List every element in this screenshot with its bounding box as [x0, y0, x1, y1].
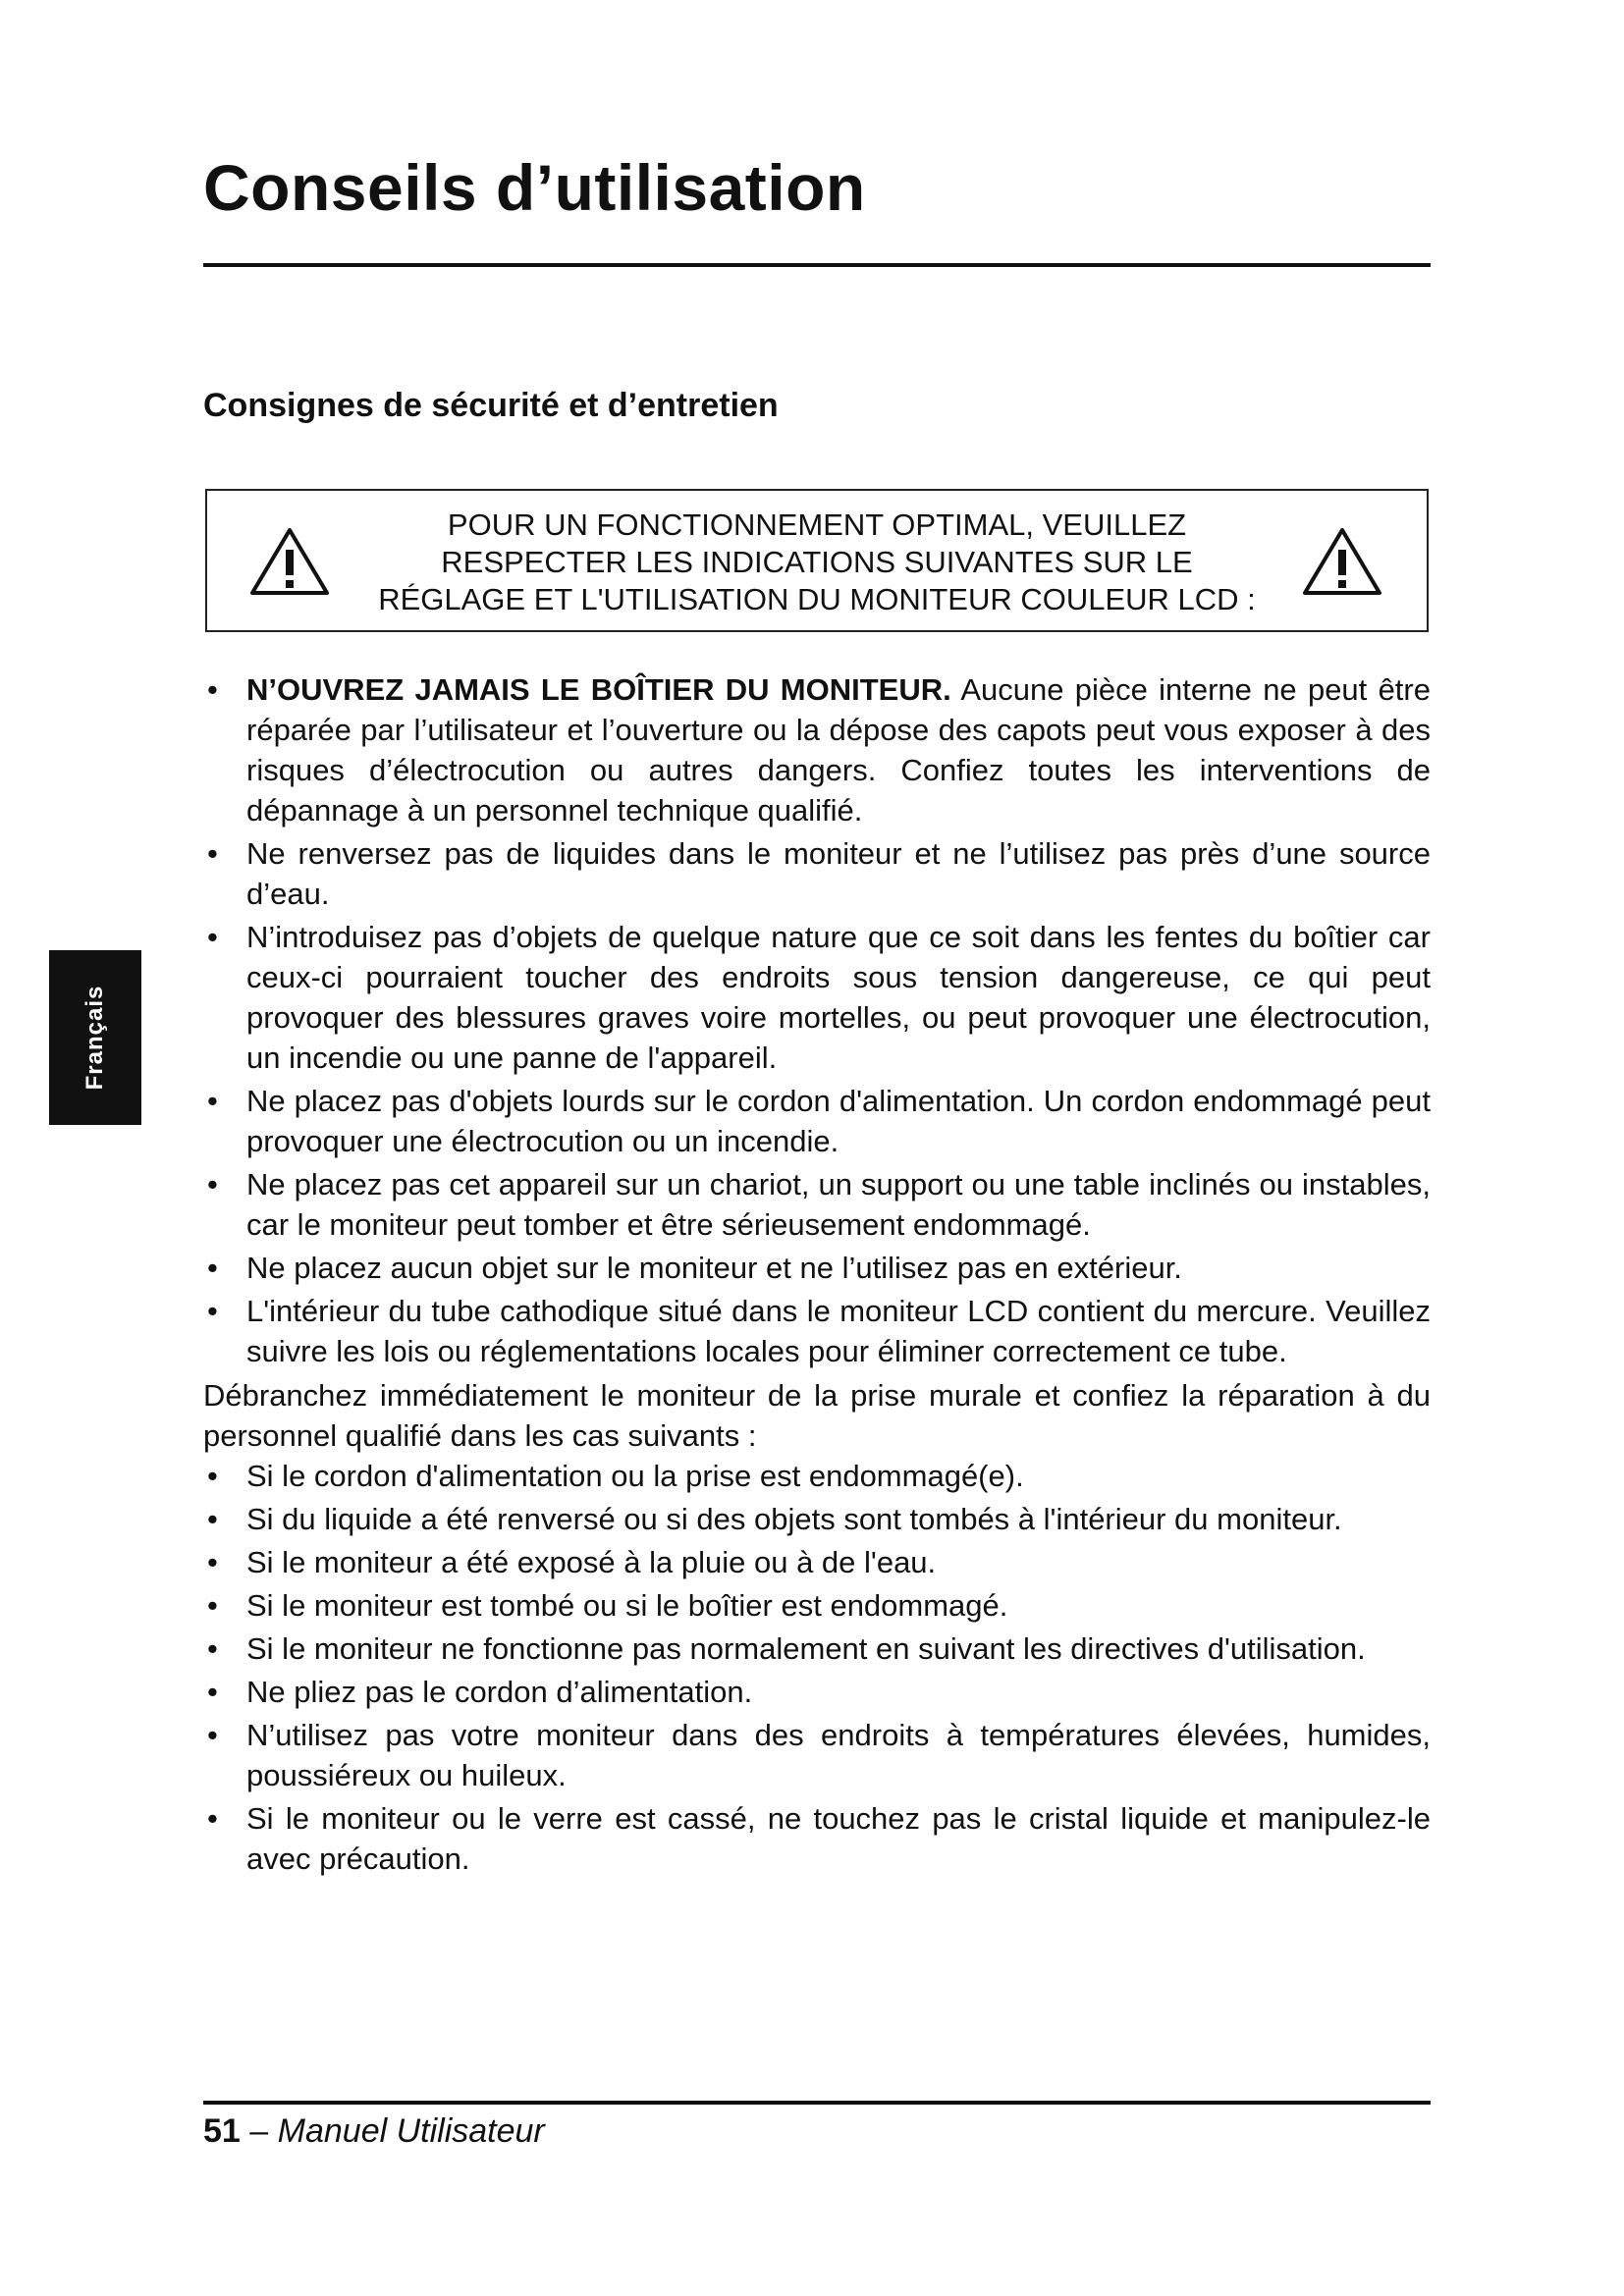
page-number: 51 — [203, 2112, 241, 2150]
list-item-text: N’utilisez pas votre moniteur dans des endroits à températures élevées, humides, poussiéreux ou huileux. — [246, 1718, 1431, 1792]
warning-triangle-icon — [1301, 526, 1383, 597]
bullet-icon: • — [207, 1084, 218, 1118]
bullet-icon: • — [207, 1631, 218, 1666]
list-item — [203, 1715, 1431, 1795]
list-item — [203, 833, 1431, 914]
bullet-icon: • — [207, 1294, 218, 1328]
list-item — [203, 1585, 1431, 1626]
bullet-icon: • — [207, 836, 218, 871]
list-item-text: L'intérieur du tube cathodique situé dans le moniteur LCD contient du mercure. Veuillez suivre les lois ou réglementations locales pour éliminer correctement ce tube. — [246, 1294, 1431, 1368]
list-item-text: Si du liquide a été renversé ou si des objets sont tombés à l'intérieur du moniteur. — [246, 1502, 1342, 1536]
safety-instructions — [203, 669, 1431, 1879]
list-item-text: N’introduisez pas d’objets de quelque nature que ce soit dans les fentes du boîtier car ceux-ci pourraient toucher des endroits sous tension dangereuse, ce qui peut provoquer des blessures graves voire mortelles, ou peut provoquer une électrocution, un incendie ou une panne de l'appareil. — [246, 920, 1431, 1075]
language-tab-label: Français — [81, 985, 108, 1091]
bullet-icon: • — [207, 1459, 218, 1493]
list-item-text: Si le moniteur a été exposé à la pluie ou à de l'eau. — [246, 1545, 937, 1579]
title-divider — [203, 263, 1431, 267]
manual-title: Manuel Utilisateur — [277, 2112, 545, 2150]
list-item — [203, 1499, 1431, 1539]
list-item-text: Ne pliez pas le cordon d’alimentation. — [246, 1675, 753, 1709]
bullet-icon: • — [207, 1545, 218, 1579]
page-footer — [203, 2114, 545, 2148]
list-item — [203, 1456, 1431, 1496]
bullet-icon: • — [207, 1718, 218, 1752]
list-item-text: Si le moniteur ou le verre est cassé, ne touchez pas le cristal liquide et manipulez-le avec précaution. — [246, 1801, 1431, 1876]
warning-line: POUR UN FONCTIONNEMENT OPTIMAL, VEUILLEZ — [447, 507, 1187, 542]
page-title: Conseils d’utilisation — [203, 151, 866, 224]
list-item — [203, 1798, 1431, 1879]
list-item-text: Si le moniteur est tombé ou si le boîtier est endommagé. — [246, 1588, 1008, 1623]
footer-divider — [203, 2101, 1431, 2105]
list-item — [203, 1291, 1431, 1371]
warning-line: RÉGLAGE ET L'UTILISATION DU MONITEUR COULEUR LCD : — [378, 582, 1256, 616]
list-item — [203, 917, 1431, 1078]
language-tab — [49, 950, 141, 1125]
list-item-text: Ne placez aucun objet sur le moniteur et ne l’utilisez pas en extérieur. — [246, 1251, 1182, 1285]
list-item-text: Aucune pièce interne ne peut être réparée par l’utilisateur et l’ouverture ou la dépose des capots peut vous exposer à des risques d’électrocution ou autres dangers. Confiez toutes les interventions de dépannage à un personnel technique qualifié. — [246, 672, 1431, 828]
footer-separator: – — [240, 2112, 278, 2150]
bullet-icon: • — [207, 920, 218, 954]
list-item — [203, 1542, 1431, 1582]
list-item-lead: N’OUVREZ JAMAIS LE BOÎTIER DU MONITEUR. — [246, 672, 951, 707]
bullet-icon: • — [207, 1502, 218, 1536]
list-item-text: Ne placez pas d'objets lourds sur le cordon d'alimentation. Un cordon endommagé peut provoquer une électrocution ou un incendie. — [246, 1084, 1431, 1158]
list-item — [203, 1629, 1431, 1669]
list-item — [203, 1081, 1431, 1161]
bullet-icon: • — [207, 1588, 218, 1623]
unplug-paragraph: Débranchez immédiatement le moniteur de la prise murale et confiez la réparation à du personnel qualifié dans les cas suivants : — [203, 1378, 1431, 1453]
warning-line: RESPECTER LES INDICATIONS SUIVANTES SUR LE — [441, 545, 1193, 579]
bullet-icon: • — [207, 1167, 218, 1201]
list-item-text: Si le cordon d'alimentation ou la prise est endommagé(e). — [246, 1459, 1024, 1493]
list-item — [203, 1672, 1431, 1712]
bullet-icon: • — [207, 672, 218, 707]
bullet-icon: • — [207, 1675, 218, 1709]
list-item — [203, 1248, 1431, 1288]
list-item-text: Si le moniteur ne fonctionne pas normalement en suivant les directives d'utilisation. — [246, 1631, 1366, 1666]
warning-triangle-icon — [248, 526, 331, 597]
section-heading: Consignes de sécurité et d’entretien — [203, 387, 779, 424]
bullet-icon: • — [207, 1801, 218, 1836]
list-item-text: Ne renversez pas de liquides dans le moniteur et ne l’utilisez pas près d’une source d’eau. — [246, 836, 1431, 911]
warning-box — [205, 489, 1429, 632]
warning-text — [354, 507, 1279, 618]
list-item-text: Ne placez pas cet appareil sur un chariot, un support ou une table inclinés ou instables, car le moniteur peut tomber et être sérieusement endommagé. — [246, 1167, 1431, 1242]
list-item — [203, 669, 1431, 830]
list-item — [203, 1164, 1431, 1245]
bullet-icon: • — [207, 1251, 218, 1285]
